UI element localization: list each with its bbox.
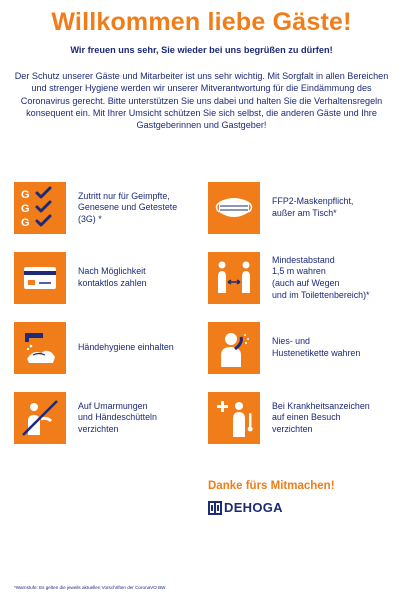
subtitle: Wir freuen uns sehr, Sie wieder bei uns begrüßen zu dürfen! — [70, 45, 333, 55]
rule-text: Nach Möglichkeit kontaktlos zahlen — [78, 266, 147, 288]
rule-sneeze — [208, 322, 360, 374]
rule-text: Nies- und Hustenetikette wahren — [272, 336, 361, 358]
dehoga-logo — [208, 500, 283, 515]
rule-distance — [208, 252, 370, 304]
rule-illness — [208, 392, 370, 444]
face-mask-icon — [208, 182, 260, 234]
footnote: *Warnstufe: Es gelten die jeweils aktuellen Vorschriften der CoronaVO BW — [14, 585, 166, 590]
svg-text:G: G — [21, 203, 30, 215]
page-title: Willkommen liebe Gäste! — [51, 8, 352, 36]
rule-hygiene — [14, 322, 174, 374]
rule-text: Auf Umarmungen und Händeschütteln verzichten — [78, 400, 157, 434]
rule-text: Händehygiene einhalten — [78, 342, 174, 353]
no-handshake-icon — [14, 392, 66, 444]
distance-people-icon — [208, 252, 260, 304]
dehoga-logo-icon — [208, 501, 222, 515]
rule-text: Zutritt nur für Geimpfte, Genesene und Getestete (3G) * — [78, 190, 178, 224]
credit-card-icon — [14, 252, 66, 304]
rule-text: Mindestabstand 1,5 m wahren (auch auf Wegen und im Toilettenbereich)* — [272, 254, 370, 300]
svg-text:G: G — [21, 189, 30, 201]
sick-person-icon — [208, 392, 260, 444]
rule-contactless — [14, 252, 147, 304]
handwashing-icon — [14, 322, 66, 374]
svg-text:G: G — [21, 217, 30, 229]
logo-text: DEHOGA — [224, 500, 283, 515]
thanks-text: Danke fürs Mitmachen! — [208, 480, 335, 492]
rule-no-hugs — [14, 392, 157, 444]
intro-text: Der Schutz unserer Gäste und Mitarbeiter ist uns sehr wichtig. Mit Sorgfalt in allen Bereichen und strenger Hygiene werden wir unserer Mitverantwortung für die Eindämmung des Coronavirus gerecht. Bitte unterstützen Sie uns dabei und halten Sie die Verhaltensregeln konsequent ein. Mit Ihrer Umsicht schützen Sie sich selbst, die anderen Gäste und Ihre Gastgeberinnen und Gastgeber! — [14, 71, 389, 131]
rule-text: Bei Krankheitsanzeichen auf einen Besuch verzichten — [272, 400, 370, 434]
rule-3g — [14, 182, 177, 234]
rule-ffp2 — [208, 182, 353, 234]
rule-text: FFP2-Maskenpflicht, außer am Tisch* — [272, 196, 354, 218]
ggg-check-icon — [14, 182, 66, 234]
sneeze-etiquette-icon — [208, 322, 260, 374]
